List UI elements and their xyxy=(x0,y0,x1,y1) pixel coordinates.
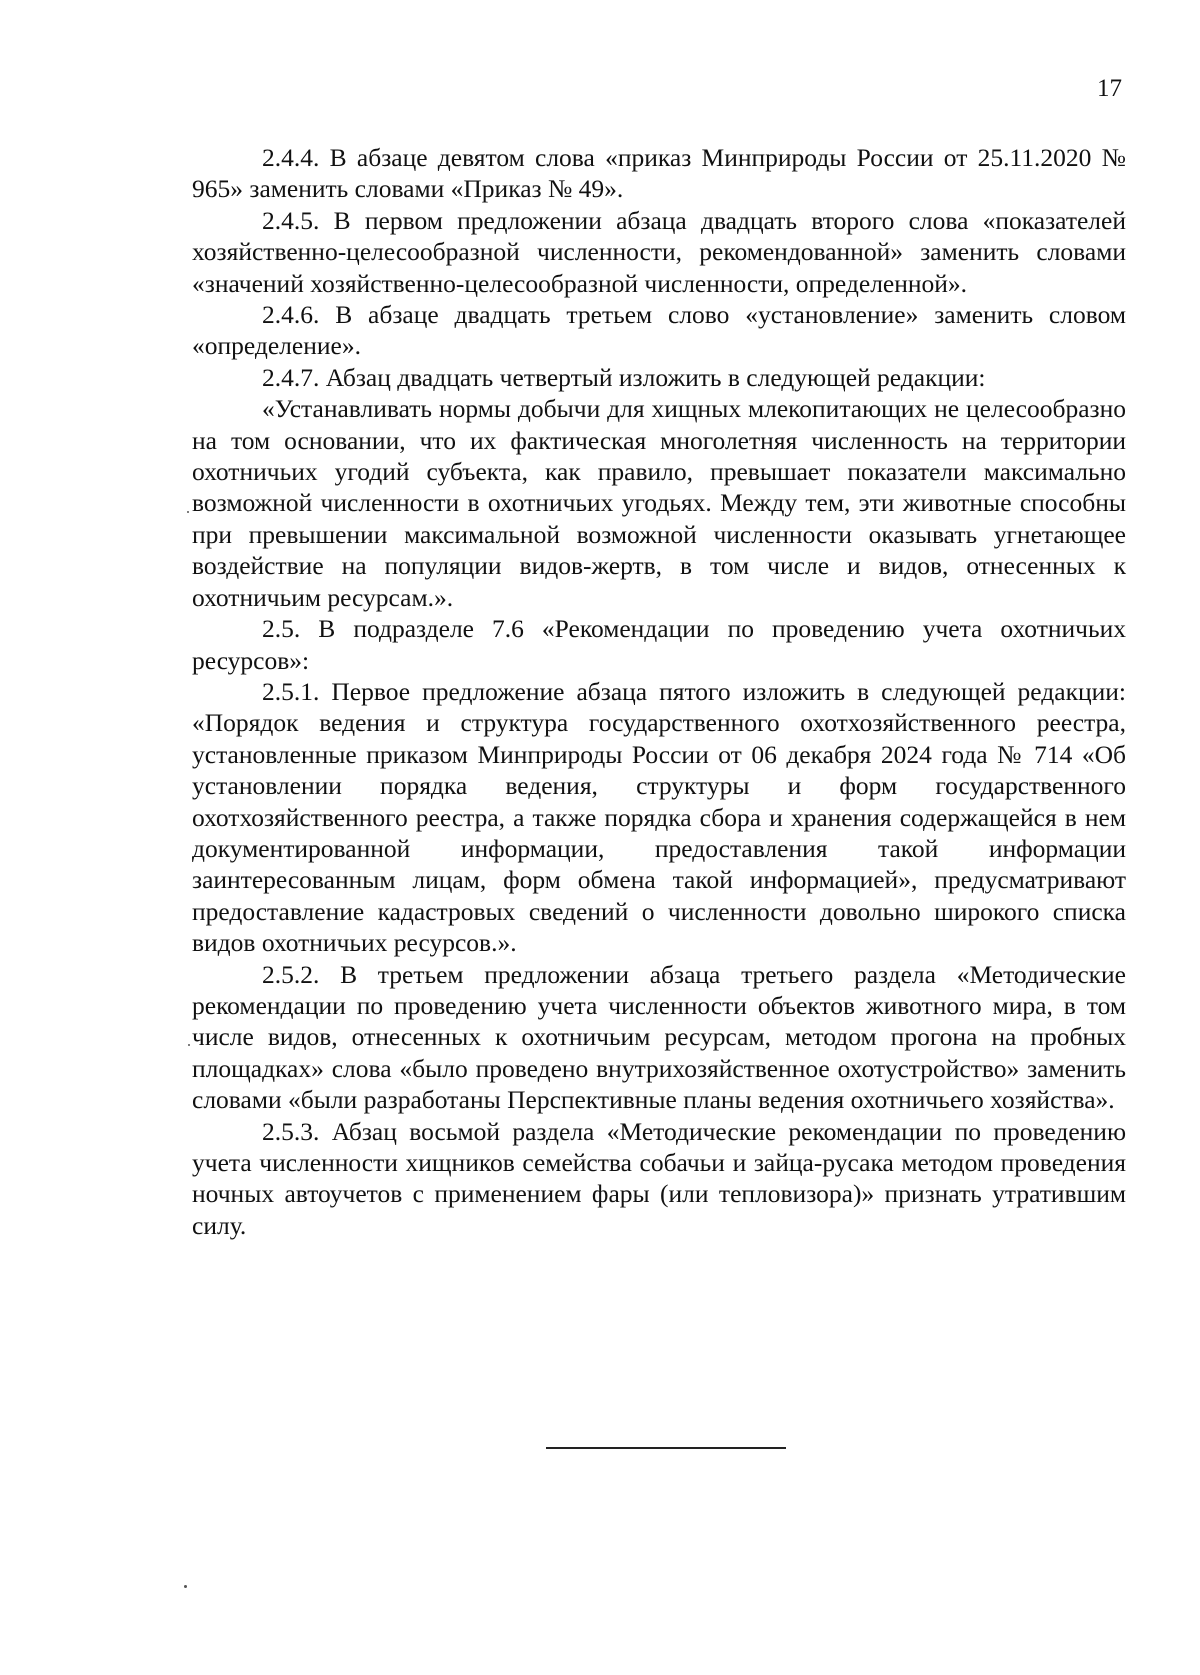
end-of-document-rule xyxy=(546,1447,786,1449)
scan-speck xyxy=(184,1585,187,1588)
paragraph-2-4-4: 2.4.4. В абзаце девятом слова «приказ Минприроды России от 25.11.2020 № 965» заменить словами «Приказ № 49». xyxy=(192,143,1126,204)
paragraph-2-4-5: 2.4.5. В первом предложении абзаца двадцать второго слова «показателей хозяйственно-целесообразной численности, рекомендованной» заменить словами «значений хозяйственно-целесообразной численности, определенной». xyxy=(192,205,1126,298)
paragraph-2-5-3: 2.5.3. Абзац восьмой раздела «Методические рекомендации по проведению учета численности хищников семейства собачьи и зайца-русака методом проведения ночных автоучетов с применением фары (или тепловизора)» признать утратившим силу. xyxy=(192,1116,1126,1240)
scan-speck xyxy=(188,1044,190,1046)
document-body xyxy=(192,142,1126,1241)
paragraph-2-4-7: 2.4.7. Абзац двадцать четвертый изложить в следующей редакции: xyxy=(262,362,986,392)
paragraph-2-5-1: 2.5.1. Первое предложение абзаца пятого изложить в следующей редакции: «Порядок ведения и структура государственного охотхозяйственного реестра, установленные приказом Минприроды России от 06 декабря 2024 года № 714 «Об установлении порядка ведения, структуры и форм государственного охотхозяйственного реестра, а также порядка сбора и хранения содержащейся в нем документированной информации, предоставления такой информации заинтересованным лицам, форм обмена такой информацией», предусматривают предоставление кадастровых сведений о численности довольно широкого списка видов охотничьих ресурсов.». xyxy=(192,676,1126,958)
page-number: 17 xyxy=(1097,75,1122,102)
paragraph-2-4-6: 2.4.6. В абзаце двадцать третьем слово «установление» заменить словом «определение». xyxy=(192,300,1126,361)
paragraph-2-5: 2.5. В подразделе 7.6 «Рекомендации по проведению учета охотничьих ресурсов»: xyxy=(192,614,1126,675)
paragraph-2-5-2: 2.5.2. В третьем предложении абзаца третьего раздела «Методические рекомендации по проведению учета численности объектов животного мира, в том числе видов, отнесенных к охотничьим ресурсам, методом прогона на пробных площадках» слова «было проведено внутрихозяйственное охотустройство» заменить словами «были разработаны Перспективные планы ведения охотничьего хозяйства». xyxy=(192,959,1126,1115)
scan-speck xyxy=(187,511,189,513)
quoted-paragraph: «Устанавливать нормы добычи для хищных млекопитающих не целесообразно на том основании, что их фактическая многолетняя численность на территории охотничьих угодий субъекта, как правило, превышает показатели максимально возможной численности в охотничьих угодьях. Между тем, эти животные способны при превышении максимальной возможной численности оказывать угнетающее воздействие на популяции видов-жертв, в том числе и видов, отнесенных к охотничьим ресурсам.». xyxy=(192,394,1126,612)
